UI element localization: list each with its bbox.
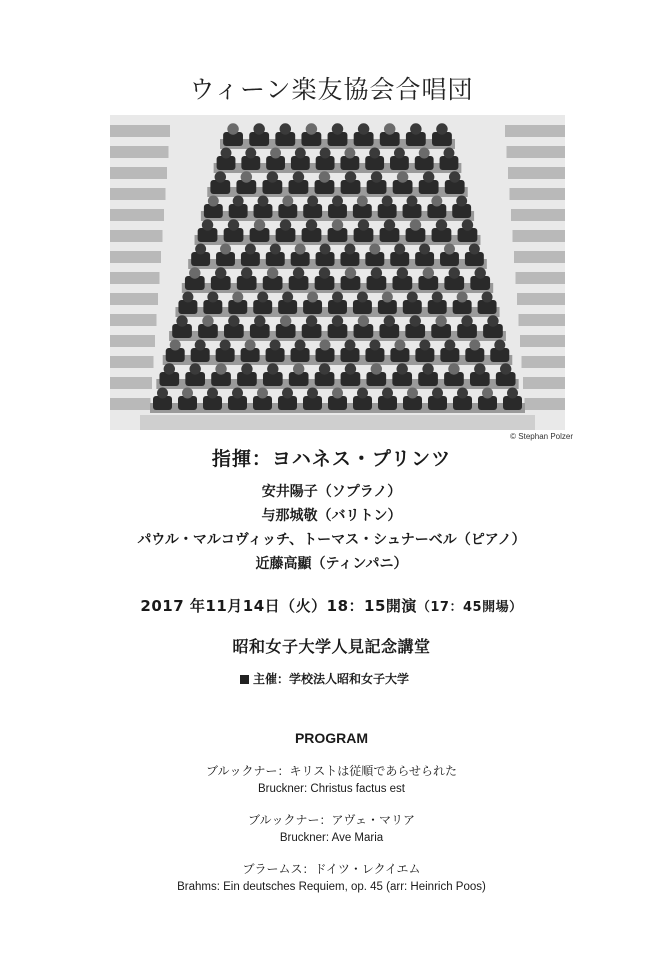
singer-head — [227, 123, 238, 134]
program-heading: PROGRAM — [294, 730, 369, 746]
side-seat-row-left — [110, 125, 170, 137]
singer-head — [358, 123, 369, 134]
singer-head — [397, 267, 408, 278]
singer-head — [475, 267, 486, 278]
singer-head — [332, 196, 343, 207]
singer-head — [320, 340, 331, 351]
singer-head — [382, 292, 393, 303]
singer-head — [202, 219, 213, 230]
singer-head — [189, 267, 200, 278]
singer-head — [431, 196, 442, 207]
singer-head — [306, 315, 317, 326]
singer-head — [228, 315, 239, 326]
work-title-jp: ブルックナー：キリストは従順であらせられた — [206, 764, 457, 778]
performer-piano: パウル・マルコヴィッチ、トーマス・シュナーベル（ピアノ） — [137, 532, 526, 548]
singer-head — [280, 123, 291, 134]
singer-head — [410, 219, 421, 230]
singer-head — [457, 388, 468, 399]
singer-head — [410, 123, 421, 134]
singer-head — [215, 363, 226, 374]
singer-head — [344, 340, 355, 351]
singer-head — [208, 196, 219, 207]
tier-bench — [163, 355, 513, 365]
side-seat-row-right — [522, 356, 566, 368]
singer-head — [344, 148, 355, 159]
singer-head — [319, 267, 330, 278]
singer-head — [207, 292, 218, 303]
side-seat-row-right — [511, 209, 565, 221]
singer-head — [345, 171, 356, 182]
side-seat-row-left — [110, 356, 154, 368]
singer-head — [357, 196, 368, 207]
side-seat-row-left — [110, 230, 163, 242]
program-item — [0, 811, 663, 847]
singer-head — [462, 219, 473, 230]
singer-head — [282, 388, 293, 399]
work-title-en: Brahms: Ein deutsches Requiem, op. 45 (arr: Heinrich Poos) — [177, 881, 486, 893]
singer-head — [432, 388, 443, 399]
singer-head — [280, 219, 291, 230]
venue: 昭和女子大学人見記念講堂 — [232, 637, 431, 656]
side-seat-row-right — [525, 398, 566, 410]
side-seat-row-left — [110, 188, 166, 200]
work-title-en: Bruckner: Christus factus est — [258, 783, 405, 795]
singer-head — [410, 315, 421, 326]
singer-head — [221, 148, 232, 159]
singer-head — [449, 267, 460, 278]
singer-head — [220, 244, 231, 255]
singer-head — [357, 388, 368, 399]
side-seat-row-right — [513, 230, 566, 242]
side-seat-row-right — [510, 188, 566, 200]
singer-head — [207, 388, 218, 399]
singer-head — [241, 267, 252, 278]
singer-head — [507, 388, 518, 399]
singer-head — [345, 363, 356, 374]
singer-head — [320, 244, 331, 255]
singer-head — [157, 388, 168, 399]
singer-head — [394, 244, 405, 255]
singer-head — [384, 315, 395, 326]
singer-head — [254, 219, 265, 230]
singer-head — [270, 148, 281, 159]
singer-head — [419, 148, 430, 159]
singer-head — [320, 148, 331, 159]
side-seat-row-right — [505, 125, 565, 137]
singer-head — [232, 292, 243, 303]
concert-title: ウィーン楽友協会合唱団 — [189, 75, 474, 104]
singer-head — [245, 148, 256, 159]
singer-head — [319, 363, 330, 374]
side-seat-row-left — [110, 146, 169, 158]
stage-front — [140, 415, 535, 430]
singer-head — [344, 244, 355, 255]
program-item — [0, 860, 663, 896]
singer-head — [422, 363, 433, 374]
singer-head — [435, 315, 446, 326]
singer-head — [170, 340, 181, 351]
singer-head — [195, 340, 206, 351]
singer-head — [419, 244, 430, 255]
singer-head — [270, 244, 281, 255]
singer-head — [332, 292, 343, 303]
singer-head — [332, 388, 343, 399]
singer-head — [397, 171, 408, 182]
concert-datetime — [0, 595, 663, 616]
performer-baritone: 与那城敬（バリトン） — [261, 508, 402, 524]
organizer-text: 主催：学校法人昭和女子大学 — [253, 672, 410, 686]
singer-head — [267, 171, 278, 182]
singer-head — [384, 219, 395, 230]
side-seat-row-left — [110, 272, 160, 284]
singer-head — [189, 363, 200, 374]
singer-head — [469, 340, 480, 351]
singer-head — [282, 196, 293, 207]
singer-head — [487, 315, 498, 326]
singer-head — [456, 196, 467, 207]
singer-head — [307, 196, 318, 207]
singer-head — [394, 340, 405, 351]
singer-head — [293, 363, 304, 374]
singer-head — [182, 292, 193, 303]
singer-head — [307, 388, 318, 399]
singer-head — [369, 148, 380, 159]
singer-head — [357, 292, 368, 303]
singer-head — [176, 315, 187, 326]
singer-head — [319, 171, 330, 182]
singer-head — [482, 388, 493, 399]
singer-head — [407, 292, 418, 303]
side-seat-row-left — [110, 167, 167, 179]
singer-head — [332, 219, 343, 230]
singer-head — [245, 244, 256, 255]
work-title-jp: ブルックナー：アヴェ・マリア — [247, 813, 416, 827]
singer-head — [482, 292, 493, 303]
photo-credit: © Stephan Polzer — [510, 432, 573, 441]
singer-head — [254, 315, 265, 326]
singer-head — [332, 123, 343, 134]
singer-head — [280, 315, 291, 326]
singer-head — [448, 363, 459, 374]
side-seat-row-right — [514, 251, 565, 263]
singer-head — [419, 340, 430, 351]
side-seat-row-right — [507, 146, 566, 158]
singer-head — [164, 363, 175, 374]
side-seat-row-right — [523, 377, 565, 389]
singer-head — [295, 148, 306, 159]
singer-head — [423, 171, 434, 182]
singer-head — [295, 340, 306, 351]
singer-head — [195, 244, 206, 255]
singer-head — [474, 363, 485, 374]
singer-head — [257, 292, 268, 303]
singer-head — [233, 196, 244, 207]
side-seat-row-right — [517, 293, 565, 305]
singer-head — [384, 123, 395, 134]
singer-head — [358, 219, 369, 230]
singer-head — [295, 244, 306, 255]
work-title-jp: ブラームス：ドイツ・レクイエム — [242, 862, 421, 876]
singer-head — [358, 315, 369, 326]
performers-list — [0, 480, 663, 576]
performer-timpani: 近藤高顯（ティンパニ） — [255, 556, 408, 572]
singer-head — [369, 340, 380, 351]
singer-head — [423, 267, 434, 278]
singer-head — [382, 196, 393, 207]
singer-head — [444, 148, 455, 159]
singer-head — [396, 363, 407, 374]
side-seat-row-left — [110, 251, 161, 263]
choir-photo-image — [110, 115, 565, 430]
singer-head — [332, 315, 343, 326]
singer-head — [436, 123, 447, 134]
side-seat-row-left — [110, 377, 152, 389]
side-seat-row-right — [520, 335, 565, 347]
singer-head — [282, 292, 293, 303]
side-seat-row-left — [110, 335, 155, 347]
singer-head — [257, 388, 268, 399]
singer-head — [220, 340, 231, 351]
singer-head — [371, 171, 382, 182]
singer-head — [258, 196, 269, 207]
singer-head — [457, 292, 468, 303]
singer-head — [293, 267, 304, 278]
square-bullet-icon — [240, 675, 249, 684]
conductor: 指揮：ヨハネス・プリンツ — [211, 448, 452, 470]
singer-head — [444, 244, 455, 255]
singer-head — [461, 315, 472, 326]
singer-head — [293, 171, 304, 182]
side-seat-row-left — [110, 209, 164, 221]
singer-head — [228, 219, 239, 230]
singer-head — [444, 340, 455, 351]
performer-soprano: 安井陽子（ソプラノ） — [261, 484, 402, 500]
doors-open-time: （17：45開場） — [416, 600, 523, 615]
singer-head — [371, 267, 382, 278]
side-seat-row-right — [508, 167, 565, 179]
organizer — [240, 670, 409, 687]
start-time: 2017 年11月14日（火）18：15開演 — [140, 597, 417, 615]
singer-head — [253, 123, 264, 134]
singer-head — [436, 219, 447, 230]
singer-head — [432, 292, 443, 303]
side-seat-row-left — [110, 398, 151, 410]
singer-head — [394, 148, 405, 159]
choir-photo — [110, 115, 565, 430]
singer-head — [306, 219, 317, 230]
singer-head — [500, 363, 511, 374]
singer-head — [267, 363, 278, 374]
singer-head — [449, 171, 460, 182]
singer-head — [232, 388, 243, 399]
singer-head — [407, 196, 418, 207]
singer-head — [306, 123, 317, 134]
program-list — [0, 762, 663, 909]
side-seat-row-right — [519, 314, 566, 326]
singer-head — [267, 267, 278, 278]
singer-head — [215, 267, 226, 278]
singer-head — [270, 340, 281, 351]
singer-head — [182, 388, 193, 399]
singer-head — [241, 363, 252, 374]
singer-head — [307, 292, 318, 303]
singer-head — [494, 340, 505, 351]
singer-head — [345, 267, 356, 278]
singer-head — [469, 244, 480, 255]
side-seat-row-left — [110, 314, 157, 326]
program-item — [0, 762, 663, 798]
singer-head — [245, 340, 256, 351]
side-seat-row-left — [110, 293, 158, 305]
singer-head — [241, 171, 252, 182]
singer-head — [382, 388, 393, 399]
singer-head — [202, 315, 213, 326]
singer-head — [215, 171, 226, 182]
singer-head — [371, 363, 382, 374]
work-title-en: Bruckner: Ave Maria — [279, 832, 384, 844]
singer-head — [369, 244, 380, 255]
singer-head — [407, 388, 418, 399]
side-seat-row-right — [516, 272, 566, 284]
